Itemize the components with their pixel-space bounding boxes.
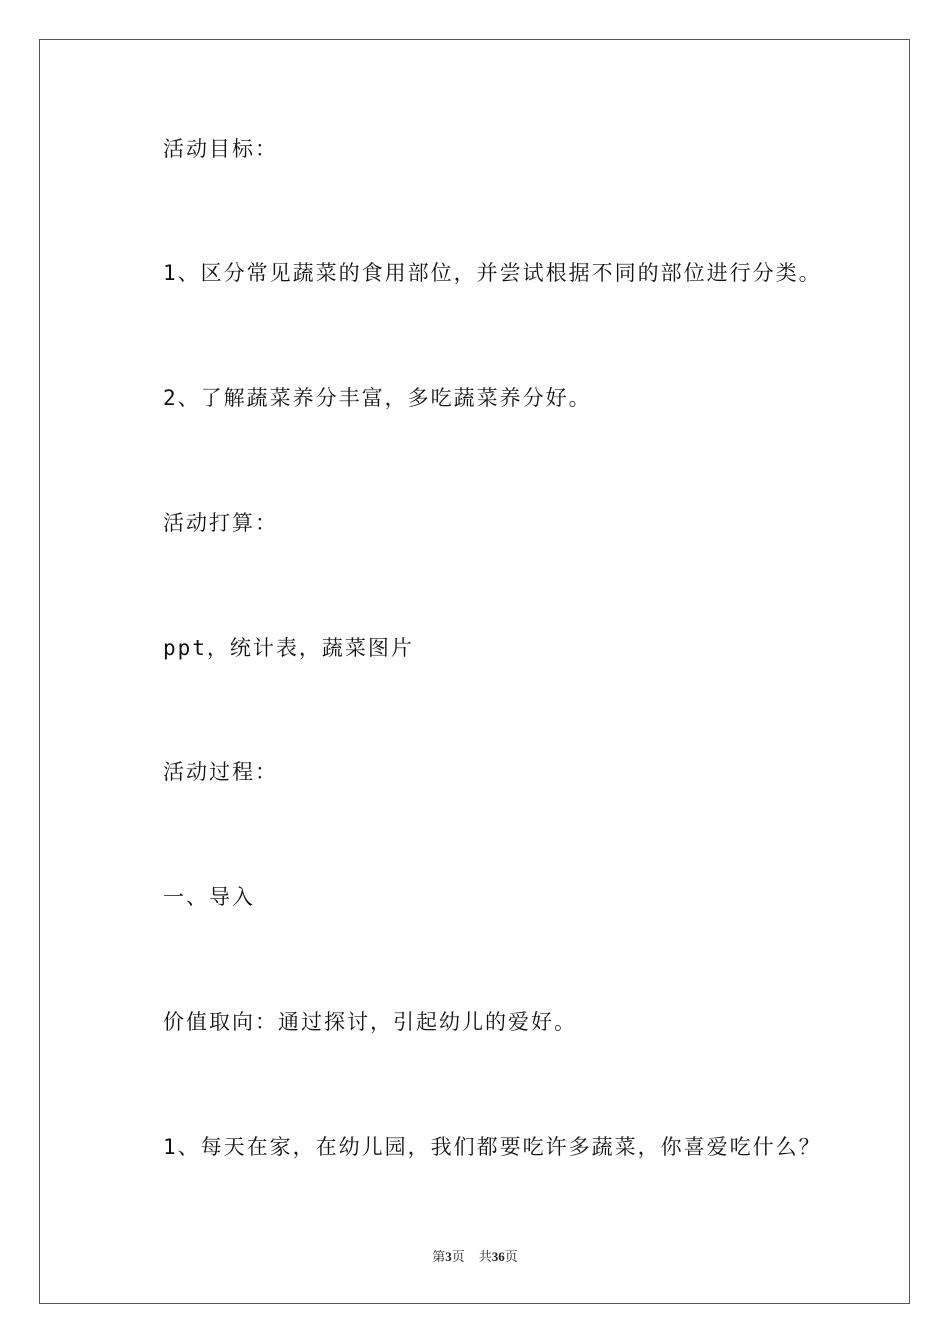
footer-total-pages: 36 [491, 1249, 505, 1264]
paragraph-goal-1: 1、区分常见蔬菜的食用部位，并尝试根据不同的部位进行分类。 [163, 261, 822, 285]
paragraph-question-1: 1、每天在家，在幼儿园，我们都要吃许多蔬菜，你喜爱吃什么？ [163, 1135, 822, 1159]
paragraph-step-intro: 一、导入 [163, 885, 255, 909]
section-heading-goals: 活动目标： [163, 137, 278, 161]
page-footer [0, 1249, 950, 1265]
footer-page-suffix: 页 [451, 1249, 465, 1264]
footer-total-suffix: 页 [504, 1249, 518, 1264]
page-border [39, 39, 910, 1304]
footer-total-prefix: 共 [478, 1249, 492, 1264]
paragraph-value-orientation: 价值取向：通过探讨，引起幼儿的爱好。 [163, 1010, 577, 1034]
footer-page-number: 3 [445, 1249, 452, 1264]
section-heading-preparation: 活动打算： [163, 511, 278, 535]
paragraph-materials: ppt，统计表，蔬菜图片 [163, 636, 414, 660]
footer-page-prefix: 第 [432, 1249, 446, 1264]
paragraph-goal-2: 2、了解蔬菜养分丰富，多吃蔬菜养分好。 [163, 386, 592, 410]
section-heading-process: 活动过程： [163, 760, 278, 784]
